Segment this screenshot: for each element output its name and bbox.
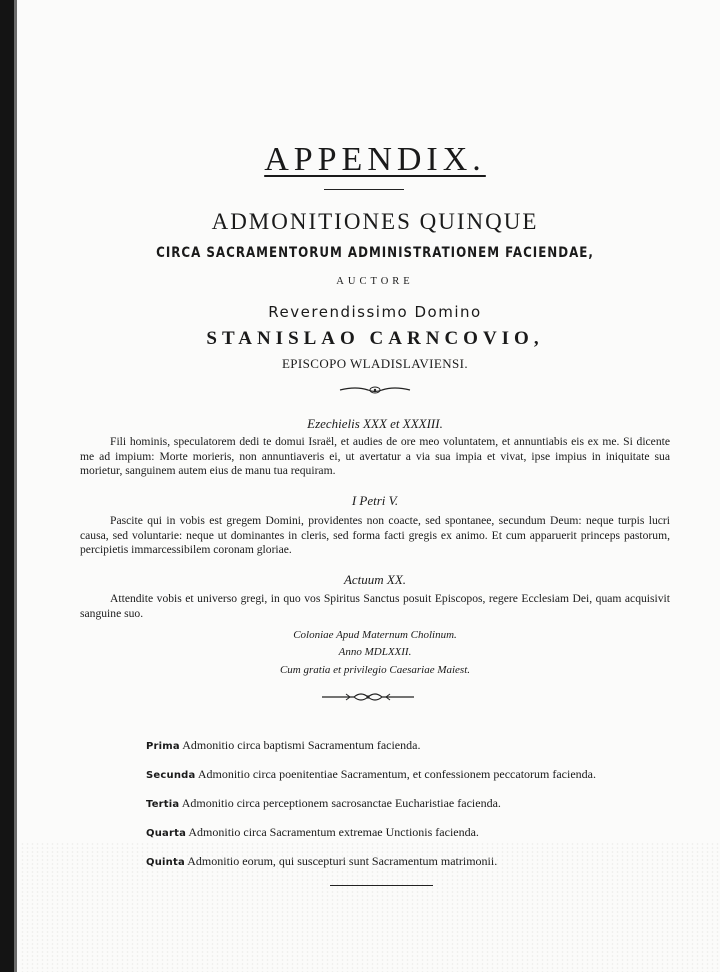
citation-ezechiel: Ezechielis XXX et XXXIII. <box>307 416 443 431</box>
contents-text: Admonitio circa perceptionem sacrosanctae Eucharistiae facienda. <box>181 796 501 810</box>
closing-rule <box>330 885 433 886</box>
passage-petri <box>80 514 670 558</box>
episcopal-see: EPISCOPO WLADISLAVIENSI. <box>281 356 469 371</box>
dominus-line: Reverendissimo Domino <box>268 303 482 321</box>
binding-edge <box>14 0 17 972</box>
passage-actuum <box>80 592 670 621</box>
contents-item-quinta <box>146 854 497 869</box>
citation-actuum: Actuum XX. <box>343 572 407 587</box>
contents-ordinal: Secunda <box>146 770 196 781</box>
book-binding-shadow <box>0 0 14 972</box>
citation-petri: I Petri V. <box>351 493 399 508</box>
appendix-title: APPENDIX. <box>264 141 486 178</box>
auctore-label: AUCTORE <box>336 276 414 287</box>
contents-item-prima <box>146 738 420 753</box>
contents-item-tertia <box>146 796 501 811</box>
ornament-divider-icon <box>318 690 418 704</box>
sub-heading: CIRCA SACRAMENTORUM ADMINISTRATIONEM FACIENDAE, <box>156 245 594 261</box>
colophon-year: Anno MDLXXII. <box>338 646 412 658</box>
ornament-divider-icon <box>338 384 412 396</box>
author-name: STANISLAO CARNCOVIO, <box>206 328 544 349</box>
contents-text: Admonitio circa poenitentiae Sacramentum, et confessionem peccatorum facienda. <box>197 767 596 781</box>
contents-ordinal: Tertia <box>146 799 180 810</box>
contents-ordinal: Quarta <box>146 828 187 839</box>
colophon-privilege: Cum gratia et privilegio Caesariae Maiest. <box>279 664 471 676</box>
contents-text: Admonitio circa Sacramentum extremae Unctionis facienda. <box>188 825 479 839</box>
contents-item-secunda <box>146 767 596 782</box>
passage-text: Attendite vobis et universo gregi, in quo vos Spiritus Sanctus posuit Episcopos, regere Ecclesiam Dei, quam acquisivit sanguine suo. <box>80 592 670 620</box>
passage-text: Pascite qui in vobis est gregem Domini, providentes non coacte, sed spontanee, secundum Deum: neque turpis lucri causa, sed voluntarie: neque ut dominantes in cleris, sed forma facti gregis ex animo. Et cum apparuerit princeps pastorum, percipietis immarcessibilem coronam gloriae. <box>80 514 670 557</box>
contents-text: Admonitio eorum, qui suscepturi sunt Sacramentum matrimonii. <box>187 854 498 868</box>
contents-item-quarta <box>146 825 479 840</box>
contents-ordinal: Prima <box>146 741 180 752</box>
title-rule <box>324 189 404 190</box>
colophon-place: Coloniae Apud Maternum Cholinum. <box>293 629 457 641</box>
passage-ezechiel <box>80 435 670 479</box>
contents-text: Admonitio circa baptismi Sacramentum facienda. <box>182 738 421 752</box>
main-heading: ADMONITIONES QUINQUE <box>211 209 539 234</box>
passage-text: Fili hominis, speculatorem dedi te domui Israël, et audies de ore meo voluntatem, et annuntiabis eis ex me. Si dicente me ad impium: Morte morieris, non annuntiaveris ei, ut avertatur a via sua impia et vivat, ipse impius in iniquitate sua morietur, sanguinem autem eius de manu tua requiram. <box>80 435 670 478</box>
contents-ordinal: Quinta <box>146 857 185 868</box>
